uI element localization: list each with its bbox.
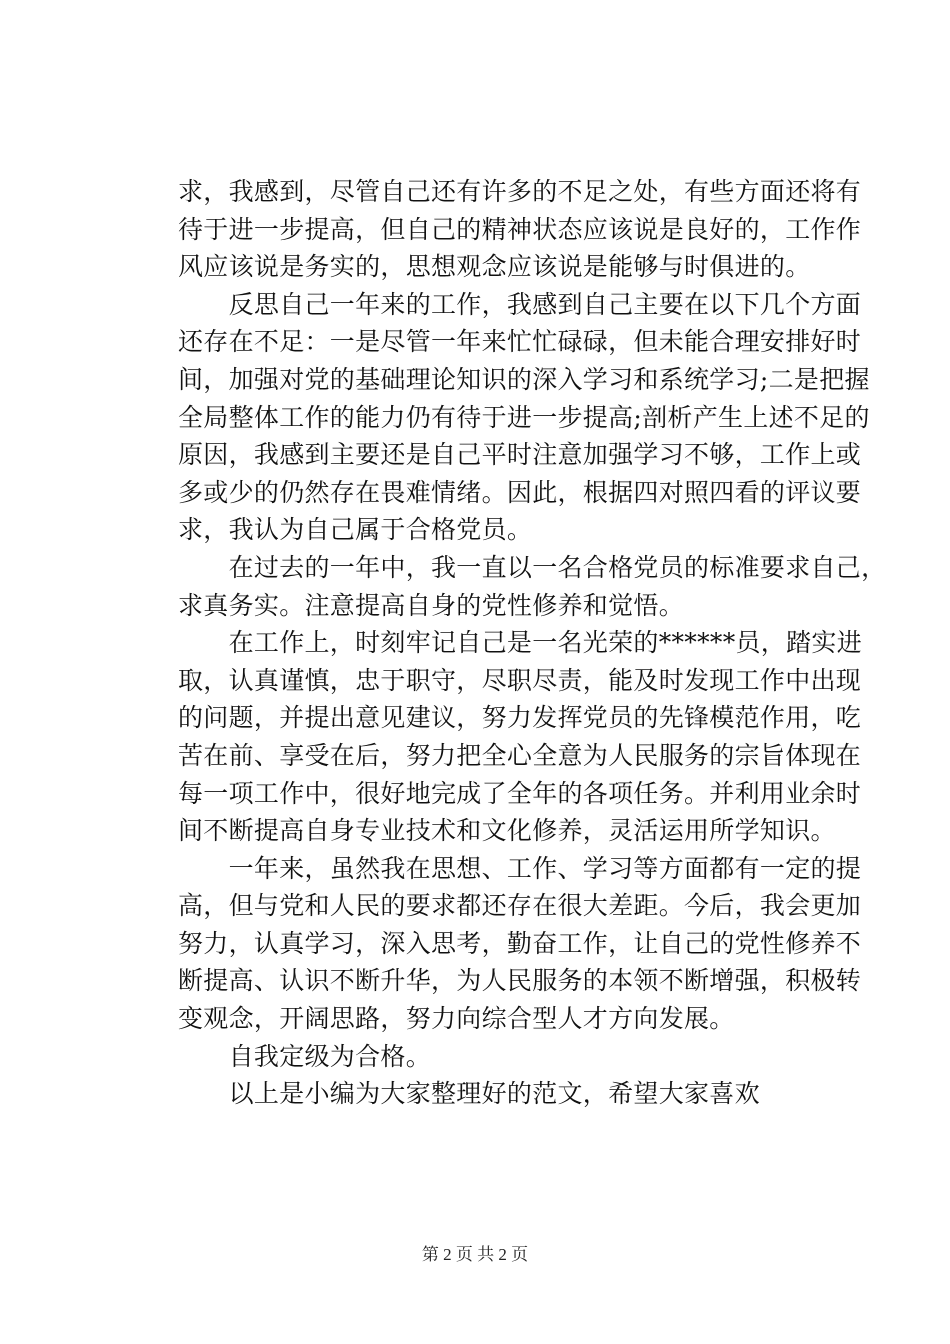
text-line: 风应该说是务实的，思想观念应该说是能够与时俱进的。: [178, 252, 811, 282]
text-line: 求真务实。注意提高自身的党性修养和觉悟。: [178, 590, 685, 620]
page-number-footer: 第 2 页 共 2 页: [421, 1245, 529, 1264]
text-line: 间，加强对党的基础理论知识的深入学习和系统学习;二是把握: [178, 364, 870, 394]
document-body: [178, 173, 887, 1113]
text-line: 的问题，并提出意见建议，努力发挥党员的先锋模范作用，吃: [178, 703, 862, 733]
text-line: 多或少的仍然存在畏难情绪。因此，根据四对照四看的评议要: [178, 477, 862, 507]
text-line: 还存在不足：一是尽管一年来忙忙碌碌，但未能合理安排好时: [178, 327, 862, 357]
text-line: 求，我感到，尽管自己还有许多的不足之处，有些方面还将有: [178, 177, 862, 206]
text-line: 间不断提高自身专业技术和文化修养，灵活运用所学知识。: [178, 816, 836, 846]
text-line: 原因，我感到主要还是自己平时注意加强学习不够，工作上或: [178, 440, 862, 470]
text-line: 一年来，虽然我在思想、工作、学习等方面都有一定的提: [178, 853, 862, 883]
text-line: 全局整体工作的能力仍有待于进一步提高;剖析产生上述不足的: [178, 402, 870, 432]
text-line: 变观念，开阔思路，努力向综合型人才方向发展。: [178, 1004, 735, 1034]
text-line: 在工作上，时刻牢记自己是一名光荣的******员，踏实进: [178, 628, 863, 658]
text-line: 以上是小编为大家整理好的范文，希望大家喜欢: [178, 1079, 760, 1109]
text-line: 在过去的一年中，我一直以一名合格党员的标准要求自己，: [178, 552, 887, 582]
text-line: 每一项工作中，很好地完成了全年的各项任务。并利用业余时: [178, 778, 862, 808]
text-line: 断提高、认识不断升华，为人民服务的本领不断增强，积极转: [178, 966, 862, 996]
text-line: 苦在前、享受在后，努力把全心全意为人民服务的宗旨体现在: [178, 740, 862, 770]
text-line: 努力，认真学习，深入思考，勤奋工作，让自己的党性修养不: [178, 928, 862, 958]
text-line: 求，我认为自己属于合格党员。: [178, 515, 533, 545]
text-line: 自我定级为合格。: [178, 1041, 432, 1071]
text-line: 取，认真谨慎，忠于职守，尽职尽责，能及时发现工作中出现: [178, 665, 862, 695]
text-line: 反思自己一年来的工作，我感到自己主要在以下几个方面: [178, 289, 862, 319]
text-line: 高，但与党和人民的要求都还存在很大差距。今后，我会更加: [178, 891, 862, 921]
text-line: 待于进一步提高，但自己的精神状态应该说是良好的，工作作: [178, 214, 862, 244]
